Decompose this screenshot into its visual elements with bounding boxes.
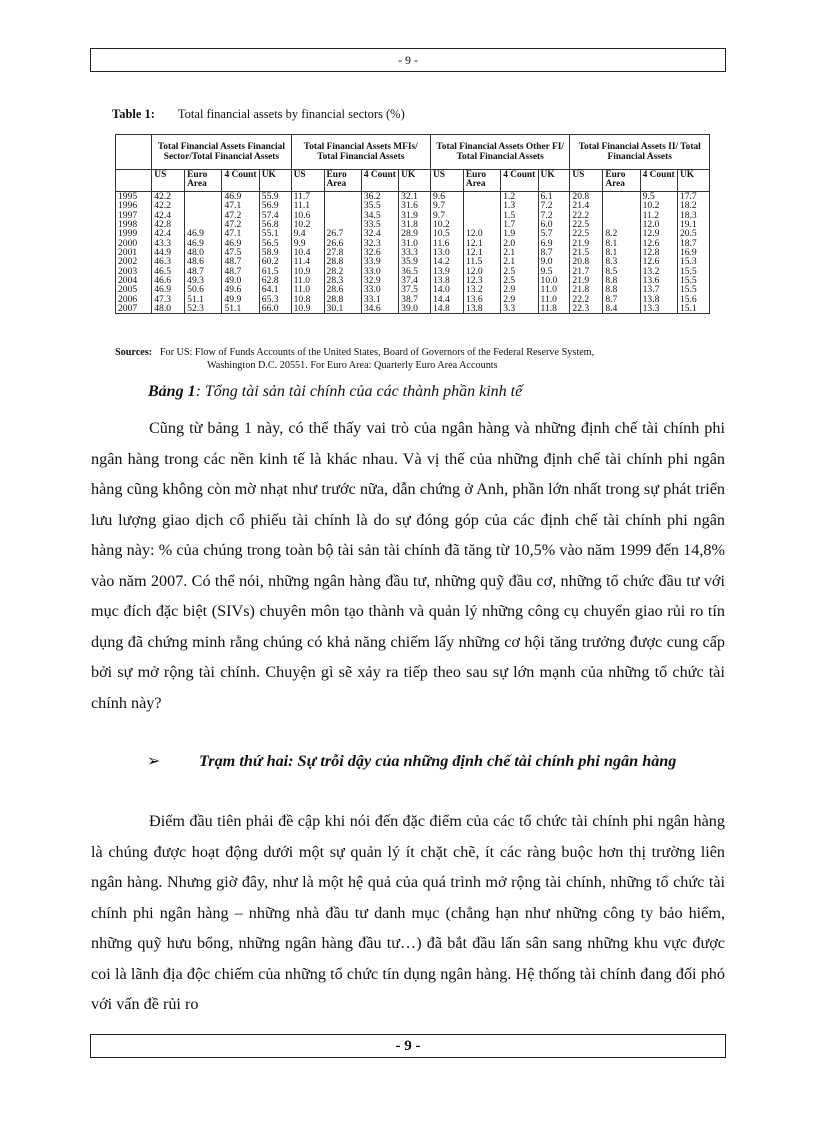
value-cell: 5.7 — [538, 229, 570, 238]
value-cell: 48.0 — [152, 304, 185, 314]
value-cell: 6.0 — [538, 220, 570, 229]
value-cell: 11.6 — [431, 239, 464, 248]
table-body — [116, 192, 710, 314]
value-cell: 2.0 — [501, 239, 538, 248]
value-cell: 10.8 — [291, 295, 324, 304]
value-cell: 46.9 — [185, 229, 222, 238]
subheader: 4 Count — [640, 170, 677, 192]
value-cell: 20.5 — [677, 229, 709, 238]
table-label: Table 1: — [112, 107, 155, 121]
subheader: UK — [677, 170, 709, 192]
value-cell: 15.5 — [677, 285, 709, 294]
value-cell — [463, 211, 500, 220]
year-subheader-cell — [116, 170, 152, 192]
page-footer — [90, 1034, 726, 1058]
value-cell: 42.4 — [152, 229, 185, 238]
value-cell: 15.5 — [677, 267, 709, 276]
value-cell — [185, 192, 222, 202]
value-cell: 34.6 — [361, 304, 398, 314]
value-cell: 9.5 — [640, 192, 677, 202]
value-cell: 44.9 — [152, 248, 185, 257]
value-cell — [324, 211, 361, 220]
value-cell: 20.8 — [570, 192, 603, 202]
value-cell — [324, 192, 361, 202]
value-cell: 12.6 — [640, 239, 677, 248]
value-cell: 11.5 — [463, 257, 500, 266]
value-cell: 22.5 — [570, 220, 603, 229]
value-cell: 14.0 — [431, 285, 464, 294]
value-cell: 11.0 — [538, 295, 570, 304]
value-cell: 47.2 — [222, 220, 259, 229]
value-cell: 12.3 — [463, 276, 500, 285]
value-cell: 10.9 — [291, 304, 324, 314]
value-cell: 26.6 — [324, 239, 361, 248]
value-cell: 9.7 — [431, 201, 464, 210]
value-cell: 18.3 — [677, 211, 709, 220]
year-cell: 1997 — [116, 211, 152, 220]
value-cell: 39.0 — [399, 304, 431, 314]
value-cell: 52.3 — [185, 304, 222, 314]
group-header: Total Financial Assets II/ Total Financial Assets — [570, 135, 710, 170]
value-cell: 56.8 — [259, 220, 291, 229]
value-cell: 1.9 — [501, 229, 538, 238]
value-cell: 66.0 — [259, 304, 291, 314]
value-cell: 6.9 — [538, 239, 570, 248]
value-cell: 65.3 — [259, 295, 291, 304]
value-cell: 50.6 — [185, 285, 222, 294]
value-cell: 42.4 — [152, 211, 185, 220]
value-cell: 49.9 — [222, 295, 259, 304]
value-cell: 8.2 — [603, 229, 640, 238]
value-cell: 33.0 — [361, 267, 398, 276]
value-cell: 12.0 — [463, 267, 500, 276]
value-cell: 13.2 — [463, 285, 500, 294]
value-cell: 11.2 — [640, 211, 677, 220]
subheader: UK — [399, 170, 431, 192]
value-cell: 31.6 — [399, 201, 431, 210]
value-cell: 57.4 — [259, 211, 291, 220]
value-cell: 9.7 — [431, 211, 464, 220]
value-cell: 61.5 — [259, 267, 291, 276]
value-cell: 22.2 — [570, 295, 603, 304]
value-cell: 2.1 — [501, 257, 538, 266]
value-cell: 43.3 — [152, 239, 185, 248]
value-cell: 19.1 — [677, 220, 709, 229]
value-cell: 32.3 — [361, 239, 398, 248]
value-cell: 21.9 — [570, 239, 603, 248]
subheader: 4 Count — [222, 170, 259, 192]
value-cell: 48.6 — [185, 257, 222, 266]
sources-label: Sources: — [115, 347, 153, 358]
arrow-bullet-icon: ➢ — [147, 752, 161, 770]
group-header: Total Financial Assets Financial Sector/Total Financial Assets — [152, 135, 291, 170]
value-cell: 56.5 — [259, 239, 291, 248]
subheader: UK — [259, 170, 291, 192]
value-cell: 28.9 — [399, 229, 431, 238]
subheader: 4 Count — [501, 170, 538, 192]
value-cell: 56.9 — [259, 201, 291, 210]
year-cell: 1998 — [116, 220, 152, 229]
value-cell: 2.9 — [501, 285, 538, 294]
value-cell: 49.0 — [222, 276, 259, 285]
value-cell: 3.3 — [501, 304, 538, 314]
value-cell: 32.1 — [399, 192, 431, 202]
value-cell: 12.9 — [640, 229, 677, 238]
value-cell — [463, 201, 500, 210]
value-cell: 7.2 — [538, 201, 570, 210]
value-cell: 13.8 — [431, 276, 464, 285]
group-header: Total Financial Assets MFIs/ Total Financial Assets — [291, 135, 430, 170]
subheader: US — [570, 170, 603, 192]
year-cell: 2002 — [116, 257, 152, 266]
value-cell — [603, 192, 640, 202]
value-cell: 28.8 — [324, 295, 361, 304]
value-cell: 55.9 — [259, 192, 291, 202]
value-cell: 21.5 — [570, 248, 603, 257]
value-cell: 35.5 — [361, 201, 398, 210]
value-cell: 10.9 — [291, 267, 324, 276]
value-cell: 47.3 — [152, 295, 185, 304]
value-cell: 21.7 — [570, 267, 603, 276]
year-cell: 2004 — [116, 276, 152, 285]
subheader: US — [431, 170, 464, 192]
value-cell: 62.8 — [259, 276, 291, 285]
value-cell: 42.2 — [152, 192, 185, 202]
value-cell: 28.8 — [324, 257, 361, 266]
value-cell: 47.1 — [222, 229, 259, 238]
value-cell: 31.0 — [399, 239, 431, 248]
value-cell: 10.4 — [291, 248, 324, 257]
sources-line-2: Washington D.C. 20551. For Euro Area: Quarterly Euro Area Accounts — [207, 359, 498, 371]
page-header — [90, 48, 726, 72]
value-cell: 51.1 — [185, 295, 222, 304]
value-cell: 6.1 — [538, 192, 570, 202]
table-subheader-row — [116, 170, 710, 192]
value-cell: 10.2 — [431, 220, 464, 229]
value-cell: 46.9 — [185, 239, 222, 248]
subheader: Euro Area — [603, 170, 640, 192]
value-cell: 11.0 — [291, 285, 324, 294]
table-title: Total financial assets by financial sectors (%) — [177, 107, 405, 121]
value-cell: 21.8 — [570, 285, 603, 294]
subheader: Euro Area — [185, 170, 222, 192]
value-cell: 12.8 — [640, 248, 677, 257]
value-cell: 33.9 — [361, 257, 398, 266]
value-cell: 2.5 — [501, 276, 538, 285]
value-cell — [603, 211, 640, 220]
value-cell: 46.3 — [152, 257, 185, 266]
value-cell: 22.3 — [570, 304, 603, 314]
value-cell: 12.6 — [640, 257, 677, 266]
value-cell: 37.4 — [399, 276, 431, 285]
value-cell: 46.6 — [152, 276, 185, 285]
value-cell: 2.1 — [501, 248, 538, 257]
value-cell: 9.6 — [431, 192, 464, 202]
value-cell: 14.8 — [431, 304, 464, 314]
value-cell: 28.2 — [324, 267, 361, 276]
value-cell: 10.2 — [640, 201, 677, 210]
value-cell: 35.9 — [399, 257, 431, 266]
value-cell: 11.0 — [538, 285, 570, 294]
value-cell: 33.1 — [361, 295, 398, 304]
value-cell: 42.8 — [152, 220, 185, 229]
value-cell: 26.7 — [324, 229, 361, 238]
value-cell: 2.9 — [501, 295, 538, 304]
value-cell: 8.7 — [603, 295, 640, 304]
year-cell: 1996 — [116, 201, 152, 210]
table-row — [116, 304, 710, 314]
financial-assets-table — [115, 134, 710, 314]
year-header-cell — [116, 135, 152, 170]
value-cell: 48.7 — [185, 267, 222, 276]
caption-text: : Tổng tài sản tài chính của các thành phần kinh tế — [195, 383, 523, 400]
value-cell: 8.7 — [538, 248, 570, 257]
value-cell: 12.0 — [640, 220, 677, 229]
subheader: Euro Area — [324, 170, 361, 192]
value-cell: 8.1 — [603, 239, 640, 248]
table-sources — [115, 347, 725, 372]
value-cell: 1.3 — [501, 201, 538, 210]
value-cell: 10.2 — [291, 220, 324, 229]
value-cell — [324, 201, 361, 210]
value-cell: 34.5 — [361, 211, 398, 220]
value-cell: 9.4 — [291, 229, 324, 238]
value-cell: 48.7 — [222, 267, 259, 276]
body-paragraph-2: Điểm đầu tiên phải đề cập khi nói đến đặc điểm của các tổ chức tài chính phi ngân hàng là chúng được hoạt động dưới một sự quản lý ít chặt chẽ, ít các ràng buộc hơn thị trường liên ngân hàng. Nhưng giờ đây, như là một hệ quả của quá trình mở rộng tài chính, những tổ chức tài chính phi ngân hàng – những nhà đầu tư danh mục (chẳng hạn như những công ty bảo hiểm, những quỹ hưu bổng, những ngân hàng đầu tư…) đã bắt đầu lấn sân sang những khu vực được coi là lãnh địa độc chiếm của những tổ chức tín dụng ngân hàng. Hệ thống tài chính đang đối phó với vấn đề rủi ro — [91, 812, 725, 1013]
value-cell: 13.7 — [640, 285, 677, 294]
value-cell: 13.2 — [640, 267, 677, 276]
caption-label: Bảng 1 — [148, 383, 196, 400]
value-cell: 15.6 — [677, 295, 709, 304]
value-cell: 8.4 — [603, 304, 640, 314]
value-cell: 22.2 — [570, 211, 603, 220]
subheader: US — [291, 170, 324, 192]
value-cell: 36.2 — [361, 192, 398, 202]
value-cell: 11.8 — [538, 304, 570, 314]
value-cell: 8.8 — [603, 285, 640, 294]
value-cell: 8.3 — [603, 257, 640, 266]
value-cell: 37.5 — [399, 285, 431, 294]
value-cell: 13.3 — [640, 304, 677, 314]
vietnamese-table-caption — [148, 382, 522, 402]
header-page-number: - 9 - — [398, 53, 418, 67]
subheader: UK — [538, 170, 570, 192]
value-cell: 58.9 — [259, 248, 291, 257]
value-cell: 17.7 — [677, 192, 709, 202]
value-cell: 1.7 — [501, 220, 538, 229]
subheader: Euro Area — [463, 170, 500, 192]
value-cell: 15.5 — [677, 276, 709, 285]
value-cell: 12.1 — [463, 239, 500, 248]
value-cell: 38.7 — [399, 295, 431, 304]
value-cell: 32.6 — [361, 248, 398, 257]
value-cell: 49.3 — [185, 276, 222, 285]
value-cell: 15.3 — [677, 257, 709, 266]
value-cell: 47.5 — [222, 248, 259, 257]
body-paragraph-1: Cũng từ bảng 1 này, có thể thấy vai trò của ngân hàng và những định chế tài chính phi ngân hàng trong các nền kinh tế là khác nhau. Và vị thế của những định chế tài chính phi ngân hàng cũng không còn mờ nhạt như trước nữa, dẫn chứng ở Anh, phần lớn nhất trong sự phát triển lưu lượng giao dịch cổ phiếu tài chính là do sự đóng góp của các định chế tài chính phi ngân hàng này: % của chúng trong toàn bộ tài sản tài chính đã tăng từ 10,5% vào năm 1999 đến 14,8% vào năm 2007. Có thể nói, những ngân hàng đầu tư, những quỹ đầu cơ, những tổ chức đầu tư với mục đích đặc biệt (SIVs) chuyên môn tạo thành và quản lý những công cụ chuyển giao rủi ro tín dụng đã chứng minh rằng chúng có khả năng chiếm lấy những cơ hội tăng trưởng được cung cấp bởi sự mở rộng tài chính. Chuyện gì sẽ xảy ra tiếp theo sau sự lớn mạnh của những tổ chức tài chính này? — [91, 419, 725, 712]
value-cell: 18.7 — [677, 239, 709, 248]
value-cell: 11.1 — [291, 201, 324, 210]
value-cell: 13.6 — [463, 295, 500, 304]
value-cell: 10.5 — [431, 229, 464, 238]
value-cell: 10.6 — [291, 211, 324, 220]
value-cell: 8.1 — [603, 248, 640, 257]
value-cell: 13.8 — [640, 295, 677, 304]
value-cell: 13.6 — [640, 276, 677, 285]
value-cell: 46.9 — [152, 285, 185, 294]
value-cell: 48.7 — [222, 257, 259, 266]
value-cell: 32.9 — [361, 276, 398, 285]
value-cell: 46.9 — [222, 192, 259, 202]
value-cell: 18.2 — [677, 201, 709, 210]
year-cell: 2005 — [116, 285, 152, 294]
value-cell: 11.4 — [291, 257, 324, 266]
value-cell: 9.5 — [538, 267, 570, 276]
value-cell: 20.8 — [570, 257, 603, 266]
value-cell — [185, 211, 222, 220]
value-cell: 33.0 — [361, 285, 398, 294]
value-cell: 9.9 — [291, 239, 324, 248]
value-cell: 9.0 — [538, 257, 570, 266]
value-cell: 55.1 — [259, 229, 291, 238]
value-cell: 13.9 — [431, 267, 464, 276]
value-cell: 22.5 — [570, 229, 603, 238]
value-cell: 10.0 — [538, 276, 570, 285]
value-cell: 2.5 — [501, 267, 538, 276]
year-cell: 2000 — [116, 239, 152, 248]
value-cell: 46.9 — [222, 239, 259, 248]
value-cell: 1.5 — [501, 211, 538, 220]
value-cell: 1.2 — [501, 192, 538, 202]
table-caption — [112, 107, 405, 122]
year-cell: 2006 — [116, 295, 152, 304]
value-cell — [463, 192, 500, 202]
value-cell: 47.2 — [222, 211, 259, 220]
value-cell: 30.1 — [324, 304, 361, 314]
value-cell: 15.1 — [677, 304, 709, 314]
value-cell: 47.1 — [222, 201, 259, 210]
year-cell: 2001 — [116, 248, 152, 257]
value-cell: 36.5 — [399, 267, 431, 276]
value-cell: 46.5 — [152, 267, 185, 276]
value-cell: 51.1 — [222, 304, 259, 314]
value-cell: 31.9 — [399, 211, 431, 220]
section-heading-text: Trạm thứ hai: Sự trỗi dậy của những định chế tài chính phi ngân hàng — [199, 752, 677, 770]
value-cell: 64.1 — [259, 285, 291, 294]
value-cell: 28.6 — [324, 285, 361, 294]
value-cell: 11.7 — [291, 192, 324, 202]
value-cell: 33.3 — [399, 248, 431, 257]
value-cell: 14.4 — [431, 295, 464, 304]
value-cell: 7.2 — [538, 211, 570, 220]
value-cell: 12.0 — [463, 229, 500, 238]
section-heading — [91, 746, 725, 777]
value-cell: 13.8 — [463, 304, 500, 314]
year-cell: 1999 — [116, 229, 152, 238]
year-cell: 2007 — [116, 304, 152, 314]
value-cell: 33.5 — [361, 220, 398, 229]
value-cell — [603, 201, 640, 210]
value-cell: 27.8 — [324, 248, 361, 257]
sources-line-1: For US: Flow of Funds Accounts of the United States, Board of Governors of the Federal Reserve System, — [159, 347, 595, 358]
value-cell: 11.0 — [291, 276, 324, 285]
value-cell: 21.4 — [570, 201, 603, 210]
value-cell: 21.9 — [570, 276, 603, 285]
table-group-header-row — [116, 135, 710, 170]
year-cell: 2003 — [116, 267, 152, 276]
value-cell: 14.2 — [431, 257, 464, 266]
value-cell: 49.6 — [222, 285, 259, 294]
value-cell: 12.1 — [463, 248, 500, 257]
value-cell: 28.3 — [324, 276, 361, 285]
value-cell: 8.8 — [603, 276, 640, 285]
footer-page-number: - 9 - — [395, 1038, 421, 1054]
value-cell: 31.8 — [399, 220, 431, 229]
value-cell: 48.0 — [185, 248, 222, 257]
subheader: US — [152, 170, 185, 192]
value-cell: 8.5 — [603, 267, 640, 276]
year-cell: 1995 — [116, 192, 152, 202]
value-cell: 42.2 — [152, 201, 185, 210]
value-cell: 32.4 — [361, 229, 398, 238]
group-header: Total Financial Assets Other FI/ Total Financial Assets — [431, 135, 570, 170]
value-cell: 60.2 — [259, 257, 291, 266]
value-cell — [185, 201, 222, 210]
value-cell: 13.0 — [431, 248, 464, 257]
value-cell: 16.9 — [677, 248, 709, 257]
subheader: 4 Count — [361, 170, 398, 192]
